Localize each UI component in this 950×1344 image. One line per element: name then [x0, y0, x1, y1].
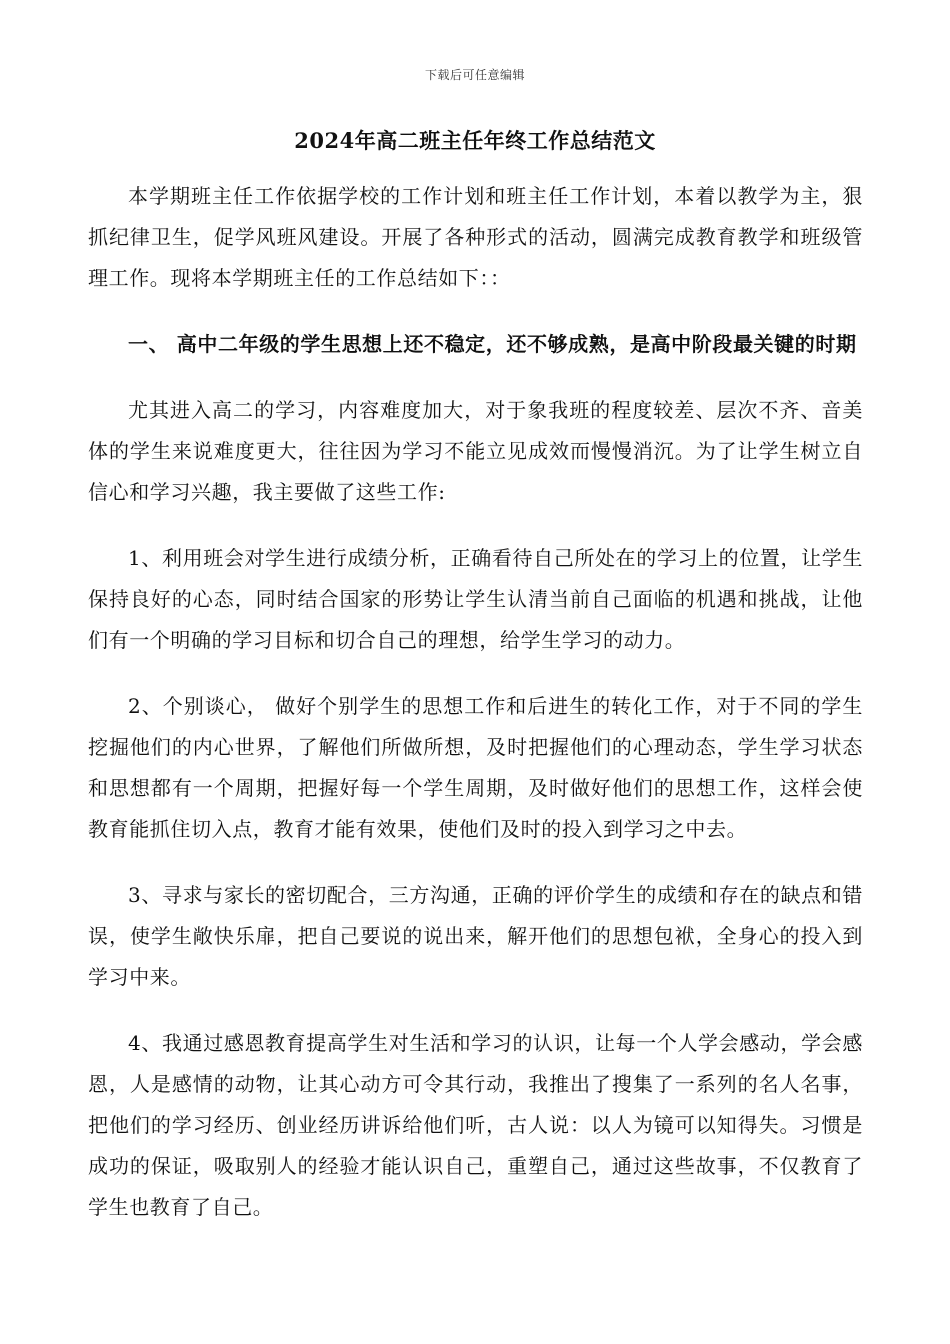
list-item: 4、我通过感恩教育提高学生对生活和学习的认识，让每一个人学会感动，学会感恩，人是感情的动物，让其心动方可令其行动，我推出了搜集了一系列的名人名事，把他们的学习经历、创业经历讲诉给他们听，古人说：以人为镜可以知得失。习惯是成功的保证，吸取别人的经验才能认识自己，重塑自己，通过这些故事，不仅教育了学生也教育了自己。 — [88, 1031, 863, 1219]
header-note: 下载后可任意编辑 — [424, 68, 525, 82]
list-item: 2、个别谈心， 做好个别学生的思想工作和后进生的转化工作，对于不同的学生挖掘他们的内心世界，了解他们所做所想，及时把握他们的心理动态，学生学习状态和思想都有一个周期，把握好每一个学生周期，及时做好他们的思想工作，这样会使教育能抓住切入点，教育才能有效果，使他们及时的投入到学习之中去。 — [88, 694, 863, 841]
list-item: 1、利用班会对学生进行成绩分析，正确看待自己所处在的学习上的位置，让学生保持良好的心态，同时结合国家的形势让学生认清当前自己面临的机遇和挑战，让他们有一个明确的学习目标和切合自己的理想，给学生学习的动力。 — [88, 546, 863, 652]
intro-paragraph: 本学期班主任工作依据学校的工作计划和班主任工作计划，本着以教学为主，狠抓纪律卫生，促学风班风建设。开展了各种形式的活动，圆满完成教育教学和班级管理工作。现将本学期班主任的工作总结如下：： — [88, 184, 863, 290]
document-body — [88, 176, 863, 1228]
document-title: 2024年高二班主任年终工作总结范文 — [294, 128, 656, 153]
list-item: 3、寻求与家长的密切配合，三方沟通，正确的评价学生的成绩和存在的缺点和错误，使学生敞快乐扉，把自己要说的说出来，解开他们的思想包袱，全身心的投入到学习中来。 — [88, 883, 863, 989]
section-intro-paragraph: 尤其进入高二的学习，内容难度加大，对于象我班的程度较差、层次不齐、音美体的学生来说难度更大，往往因为学习不能立见成效而慢慢消沉。为了让学生树立自信心和学习兴趣，我主要做了这些工作: — [88, 398, 863, 504]
section-heading: 一、 高中二年级的学生思想上还不稳定，还不够成熟，是高中阶段最关键的时期 — [128, 332, 857, 356]
